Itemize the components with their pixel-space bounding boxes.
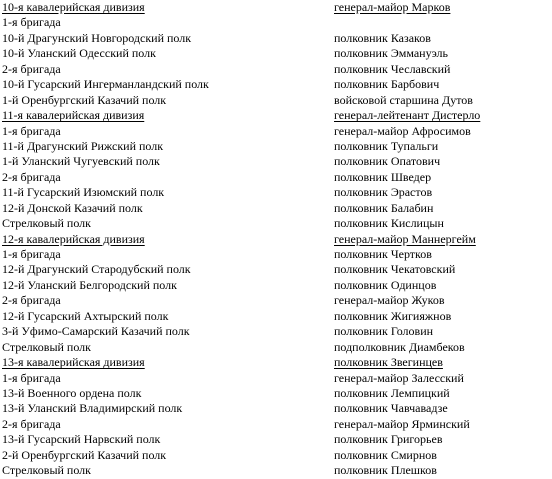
commander-name: генерал-майор Маннергейм — [334, 231, 476, 246]
commander-name: полковник Лемпицкий — [334, 385, 450, 400]
unit-row — [2, 340, 550, 355]
unit-name: 10-й Драгунский Новгородский полк — [2, 30, 192, 45]
unit-name: 10-й Уланский Одесский полк — [2, 46, 156, 61]
unit-row — [2, 15, 550, 30]
unit-name: 13-й Уланский Владимирский полк — [2, 401, 183, 416]
unit-row — [2, 62, 550, 77]
unit-row — [2, 371, 550, 386]
commander-name: полковник Одинцов — [334, 277, 437, 292]
commander-name: генерал-майор Залесский — [334, 370, 464, 385]
unit-row — [2, 31, 550, 46]
unit-row — [2, 93, 550, 108]
unit-row — [2, 185, 550, 200]
division-header-row — [2, 355, 550, 370]
division-header-row — [2, 0, 550, 15]
unit-name: 11-й Драгунский Рижский полк — [2, 138, 164, 153]
commander-name: полковник Опатович — [334, 154, 441, 169]
division-header-row — [2, 108, 550, 123]
commander-name: полковник Эммануэль — [334, 46, 448, 61]
unit-row — [2, 309, 550, 324]
commander-name: полковник Шведер — [334, 169, 432, 184]
commander-name: генерал-майор Ярминский — [334, 416, 470, 431]
division-name: 11-я кавалерийская дивизия — [2, 108, 145, 123]
order-of-battle-table — [2, 0, 550, 479]
unit-row — [2, 46, 550, 61]
unit-row — [2, 448, 550, 463]
unit-name: 12-й Гусарский Ахтырский полк — [2, 308, 169, 323]
unit-row — [2, 247, 550, 262]
commander-name: полковник Казаков — [334, 30, 431, 45]
unit-name: 2-я бригада — [2, 416, 61, 431]
unit-name: 2-й Оренбургский Казачий полк — [2, 447, 167, 462]
unit-name: 10-й Гусарский Ингерманландский полк — [2, 77, 209, 92]
unit-row — [2, 432, 550, 447]
commander-name: полковник Эрастов — [334, 185, 433, 200]
commander-name: полковник Григорьев — [334, 432, 443, 447]
unit-row — [2, 262, 550, 277]
division-header-row — [2, 232, 550, 247]
commander-name: полковник Жигияжнов — [334, 308, 452, 323]
commander-name: полковник Чертков — [334, 247, 432, 261]
unit-row — [2, 124, 550, 139]
unit-name: 13-й Военного ордена полк — [2, 385, 142, 400]
division-name: 12-я кавалерийская дивизия — [2, 231, 145, 246]
unit-name: 1-й Оренбургский Казачий полк — [2, 92, 167, 107]
unit-row — [2, 216, 550, 231]
unit-name: 13-й Гусарский Нарвский полк — [2, 432, 161, 447]
commander-name: генерал-майор Жуков — [334, 293, 445, 308]
commander-name: генерал-лейтенант Дистерло — [334, 108, 481, 123]
commander-name: генерал-майор Афросимов — [334, 123, 471, 138]
unit-row — [2, 463, 550, 478]
unit-name: 12-й Донской Казачий полк — [2, 200, 143, 215]
unit-name: 1-я бригада — [2, 247, 61, 261]
unit-row — [2, 77, 550, 92]
unit-row — [2, 170, 550, 185]
commander-name: полковник Тупальги — [334, 138, 439, 153]
commander-name: генерал-майор Марков — [334, 0, 451, 14]
unit-name: 1-я бригада — [2, 370, 61, 385]
unit-name: 11-й Гусарский Изюмский полк — [2, 185, 165, 200]
commander-name: полковник Головин — [334, 324, 434, 339]
unit-row — [2, 386, 550, 401]
commander-name: полковник Чавчавадзе — [334, 401, 448, 416]
unit-row — [2, 293, 550, 308]
commander-name: подполковник Диамбеков — [334, 339, 465, 354]
unit-name: 2-я бригада — [2, 293, 61, 308]
commander-name: полковник Барбович — [334, 77, 440, 92]
unit-name: 2-я бригада — [2, 169, 61, 184]
commander-name: полковник Балабин — [334, 200, 434, 215]
commander-name: полковник Звегинцев — [334, 355, 443, 370]
commander-name: полковник Кислицын — [334, 216, 444, 231]
commander-name: полковник Чекатовский — [334, 262, 456, 277]
division-name: 13-я кавалерийская дивизия — [2, 355, 145, 370]
unit-name: Стрелковый полк — [2, 216, 92, 231]
unit-name: 1-я бригада — [2, 15, 61, 30]
unit-row — [2, 417, 550, 432]
unit-row — [2, 201, 550, 216]
unit-row — [2, 154, 550, 169]
commander-name: полковник Смирнов — [334, 447, 437, 462]
unit-name: 12-й Уланский Белгородский полк — [2, 277, 177, 292]
unit-row — [2, 324, 550, 339]
unit-row — [2, 401, 550, 416]
unit-name: 12-й Драгунский Стародубский полк — [2, 262, 191, 277]
unit-name: Стрелковый полк — [2, 339, 92, 354]
unit-row — [2, 278, 550, 293]
division-name: 10-я кавалерийская дивизия — [2, 0, 145, 14]
unit-name: 2-я бригада — [2, 61, 61, 76]
unit-row — [2, 139, 550, 154]
commander-name: войсковой старшина Дутов — [334, 92, 473, 107]
unit-name: Стрелковый полк — [2, 463, 92, 478]
unit-name: 1-я бригада — [2, 123, 61, 138]
unit-name: 1-й Уланский Чугуевский полк — [2, 154, 160, 169]
commander-name: полковник Чеславский — [334, 61, 451, 76]
unit-name: 3-й Уфимо-Самарский Казачий полк — [2, 324, 190, 339]
commander-name: полковник Плешков — [334, 463, 437, 478]
